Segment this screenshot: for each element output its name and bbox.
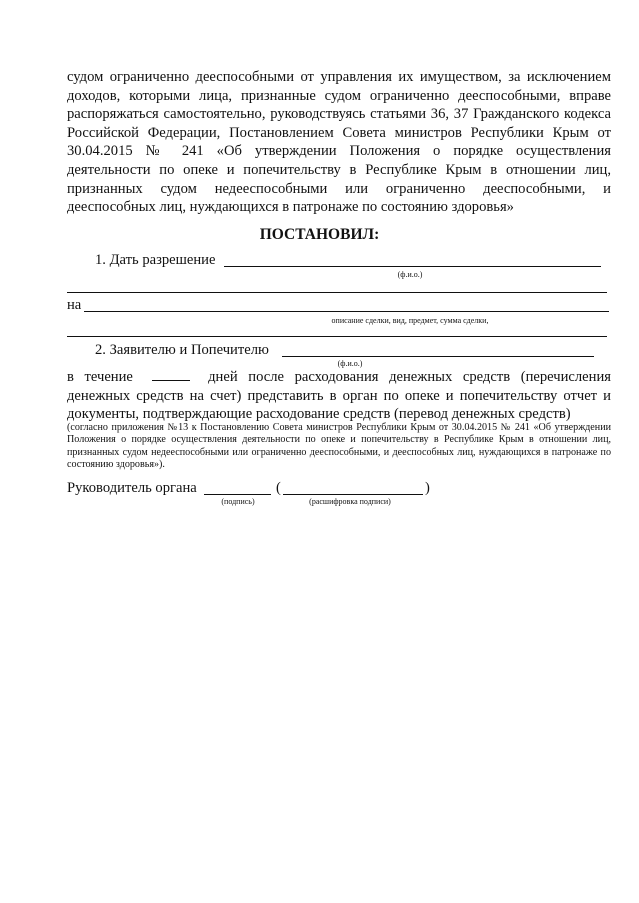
item2-fill-line[interactable]: [282, 356, 594, 357]
item1-caption: (ф.и.о.): [397, 270, 423, 279]
legal-reference-note: (согласно приложения №13 к Постановлению Совета министров Республики Крым от 30.04.2015 № 241 «Об утверждении Положения о порядке осуществления деятельности по опеке и попечительству в Республике Крым в отношении лиц, признанных судом недееспособными или ограниченно дееспособными, и дееспособных лиц, нуждающихся в патронаже по состоянию здоровья»).: [67, 422, 611, 471]
item2-label: 2. Заявителю и Попечителю: [95, 342, 269, 358]
body-paragraph: [67, 368, 611, 424]
signature-close-paren: ): [425, 480, 430, 496]
days-blank-field[interactable]: [152, 368, 190, 381]
on-line-fill-line[interactable]: [84, 311, 609, 312]
item1-fill-line[interactable]: [224, 266, 601, 267]
item2-caption: (ф.и.о.): [337, 359, 363, 368]
signature-open-paren: (: [276, 480, 281, 496]
item1-label: 1. Дать разрешение: [95, 252, 216, 268]
signature-caption: (подпись): [221, 497, 255, 506]
decision-heading: ПОСТАНОВИЛ:: [259, 226, 380, 243]
signature-decoding-caption: (расшифровка подписи): [309, 497, 391, 506]
on-line-caption: описание сделки, вид, предмет, сумма сделки,: [331, 316, 489, 325]
signature-line[interactable]: [204, 494, 271, 495]
intro-paragraph: судом ограниченно дееспособными от управления их имуществом, за исключением доходов, которыми лица, признанные судом ограниченно дееспособными, вправе распоряжаться самостоятельно, руководствуясь статьями 36, 37 Гражданского кодекса Российской Федерации, Постановлением Совета министров Республики Крым от 30.04.2015 № 241 «Об утверждении Положения о порядке осуществления деятельности по опеке и попечительству в Республике Крым в отношении лиц, признанных судом недееспособными или ограниченно дееспособными, и дееспособных лиц, нуждающихся в патронаже по состоянию здоровья»: [67, 69, 611, 216]
on-line-continuation-line[interactable]: [67, 336, 607, 337]
signature-label: Руководитель органа: [67, 480, 197, 496]
body-paragraph-start: в течение: [67, 369, 133, 385]
body-paragraph-rest: дней после расходования денежных средств (перечисления денежных средств на счет) представить в орган по опеке и попечительству отчет и документы, подтверждающие расходование средств (перевод денежных средств): [67, 369, 611, 423]
item1-continuation-line[interactable]: [67, 292, 607, 293]
signature-decoding-line[interactable]: [283, 494, 423, 495]
on-line-prefix: на: [67, 297, 82, 313]
